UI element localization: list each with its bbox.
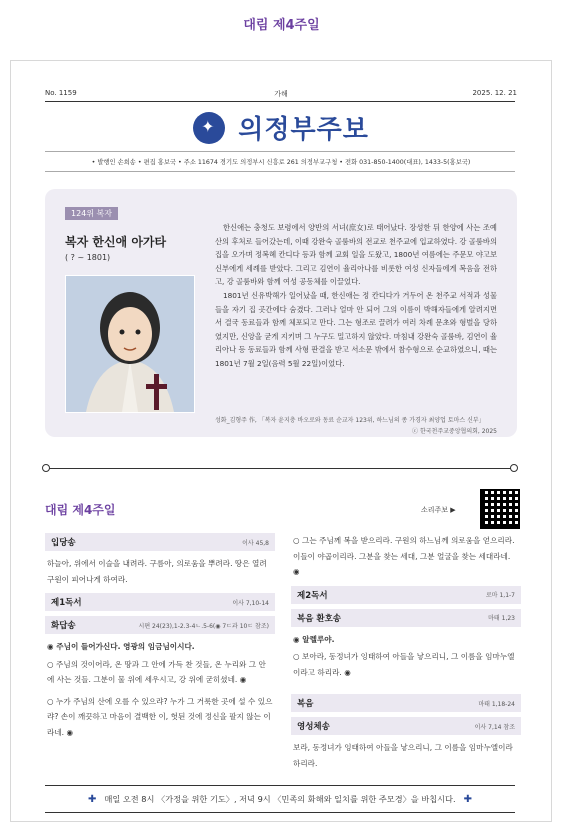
liturgy-right-column	[291, 533, 521, 777]
diocese-seal-icon	[193, 112, 225, 144]
first-reading-title: 제1독서	[51, 598, 82, 608]
alleluia-response: ◉ 알렐루야.	[293, 634, 335, 644]
communion-ref: 이사 7,14 참조	[474, 723, 515, 731]
audio-bulletin-link[interactable]: 소리주보 ▶	[421, 506, 456, 514]
qr-code-icon[interactable]	[480, 489, 520, 529]
divider-dot-left	[42, 464, 50, 472]
alleluia-header	[291, 609, 521, 627]
liturgy-section-title: 대림 제4주일	[45, 503, 116, 517]
saint-panel	[45, 189, 517, 437]
prayer-footer	[45, 785, 515, 813]
gospel-header	[291, 694, 521, 712]
issue-number: No. 1159	[45, 89, 77, 97]
psalm-verse: ○ 누가 주님의 산에 오를 수 있으랴? 누가 그 거룩한 곳에 설 수 있으랴? 손이 깨끗하고 마음이 결백한 이, 헛된 것에 정신을 팔지 않는 이라네. ◉	[47, 696, 273, 737]
communion-text: 보라, 동정녀가 잉태하여 아들을 낳으리니, 그 이름을 임마누엘이라 하리라.	[293, 743, 513, 768]
entrance-antiphon-title: 입당송	[51, 538, 76, 548]
masthead	[11, 109, 551, 146]
entrance-antiphon-ref: 이사 45,8	[242, 539, 269, 547]
saint-badge: 124위 복자	[65, 207, 118, 220]
pubinfo-rule-bottom	[45, 171, 515, 172]
gospel-ref: 마태 1,18-24	[478, 700, 515, 708]
liturgical-year: 가해	[274, 90, 288, 98]
saint-paragraph: 한신애는 충청도 보령에서 양반의 서녀(庶女)로 태어났다. 장성한 뒤 한양에 사는 조예산의 후처로 들어갔는데, 이때 강완숙 골룸바의 전교로 천주교에 입교하였다. 강 골룸바의 집을 오가며 정복혜 칸디다 등과 함께 교회 일을 도왔고, 1800년 여름에는 주문모 야고보 신부에게 세례를 받았다. 그리고 김연이 율리아나를 비롯한 여성 신자들에게 복음을 전하고, 강 골룸바와 함께 여성 공동체를 이끌었다.	[215, 223, 497, 287]
second-reading-title: 제2독서	[297, 590, 328, 601]
communion-header	[291, 717, 521, 735]
communion-title: 영성체송	[297, 722, 330, 732]
first-reading-header	[45, 593, 275, 611]
gospel-title: 복음	[297, 699, 314, 709]
cross-icon: ✚	[463, 793, 472, 805]
section-divider	[45, 468, 515, 469]
publisher-info: • 발행인 손희송 • 편집 홍보국 • 주소 11674 경기도 의정부시 신흥로 261 의정부교구청 • 전화 031-850-1400(대표), 1433-5(홍보국)	[91, 159, 471, 166]
saint-portrait	[65, 275, 195, 413]
psalm-verse: ○ 주님의 것이어라, 온 땅과 그 안에 가득 찬 것들, 온 누리와 그 안에 사는 것들. 그분이 물 위에 세우시고, 강 위에 굳히셨네. ◉	[47, 659, 266, 684]
alleluia-verse: ○ 보아라, 동정녀가 잉태하여 아들을 낳으리니, 그 이름을 임마누엘이라고 하리라. ◉	[293, 652, 515, 677]
saint-portrait-illustration	[66, 276, 194, 412]
saint-paragraph: 1801년 신유박해가 일어났을 때, 한신애는 정 칸디다가 거두어 온 천주교 서적과 성물들을 자기 집 곳간에다 숨겼다. 그러나 얼마 안 되어 그의 이름이 박해자들에게 알려지면서 결국 동료들과 함께 체포되고 만다. 그는 형조로 끌려가 여러 차례 문초와 형벌을 당하였지만, 신앙을 굳게 지키며 그 누구도 밀고하지 않았다. 마침내 강완숙 골룸바, 김연이 율리아나 등 동료들과 함께 사형 판결을 받고 서소문 밖에서 참수형으로 순교하였으니, 때는 1801년 7월 2일(음력 5월 22일)이었다.	[215, 290, 497, 368]
issue-date: 2025. 12. 21	[472, 89, 517, 97]
masthead-title: 의정부주보	[238, 115, 369, 145]
psalm-header	[45, 616, 275, 634]
alleluia-title: 복음 환호송	[297, 613, 342, 624]
header-rule	[45, 101, 515, 102]
prayer-footer-text: 매일 오전 8시 〈가정을 위한 기도〉, 저녁 9시 〈민족의 화해와 일치를 위한 주모경〉을 바칩시다.	[104, 793, 456, 804]
artwork-credit	[215, 415, 497, 437]
saint-years: ( ? ~ 1801)	[65, 253, 111, 262]
psalm-ref: 시편 24(23),1-2.3-4ㄴ.5-6(◉ 7ㄷ과 10ㄷ 참조)	[138, 622, 269, 630]
copyright-line: ⓒ 한국천주교중앙협의회, 2025	[412, 428, 497, 435]
second-reading-header	[291, 586, 521, 604]
cross-icon: ✚	[88, 793, 97, 805]
page-title: 대림 제4주일	[243, 18, 320, 33]
entrance-antiphon-text: 하늘아, 위에서 이슬을 내려라. 구름아, 의로움을 뿌려라. 땅은 열려 구원이 피어나게 하여라.	[47, 559, 267, 584]
psalm-response: ◉ 주님이 들어가신다. 영광의 임금님이시다.	[47, 642, 195, 651]
pubinfo-rule-top	[45, 151, 515, 152]
artwork-credit-line: 성화_김형주 作, 「복자 윤지충 바오로와 동료 순교자 123위, 하느님의 종 가경자 최양업 토마스 신부」	[215, 417, 485, 424]
bulletin-page	[10, 60, 552, 822]
saint-biography	[215, 221, 497, 371]
psalm-title: 화답송	[51, 621, 76, 631]
saint-name: 복자 한신애 아가타	[65, 235, 167, 249]
alleluia-ref: 마태 1,23	[488, 615, 515, 622]
second-reading-ref: 로마 1,1-7	[485, 592, 515, 599]
psalm-verse-continued: ○ 그는 주님께 복을 받으리라. 구원의 하느님께 의로움을 얻으리라. 이들이 야곱이리라. 그분을 찾는 세대, 그분 얼굴을 찾는 세대라네. ◉	[293, 536, 515, 576]
divider-dot-right	[510, 464, 518, 472]
liturgy-left-column	[45, 533, 275, 746]
entrance-antiphon-header	[45, 533, 275, 551]
first-reading-ref: 이사 7,10-14	[232, 599, 269, 607]
